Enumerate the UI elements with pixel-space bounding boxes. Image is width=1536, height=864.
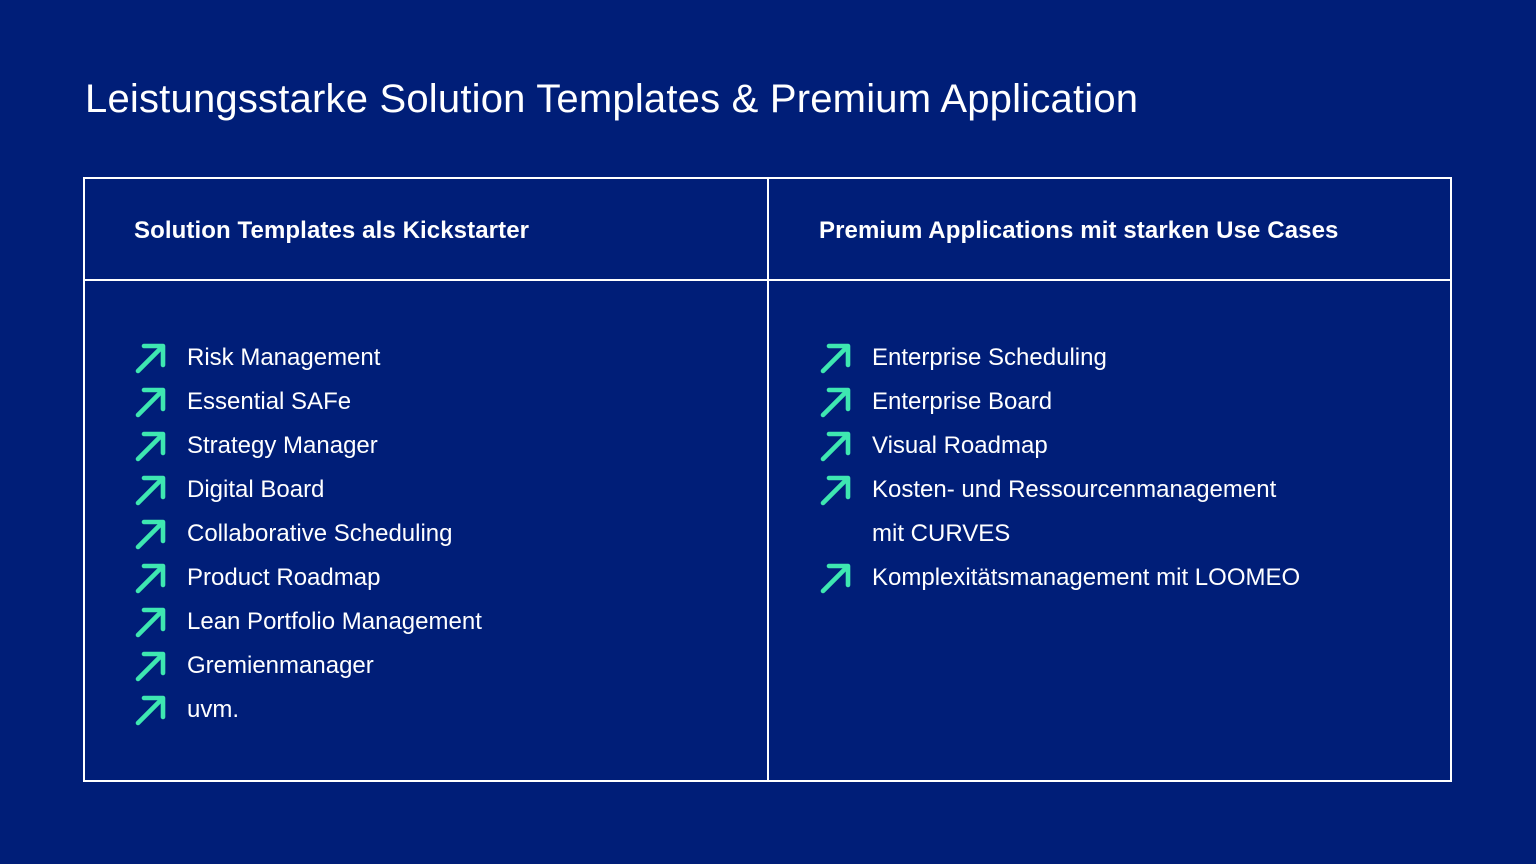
list-item-label: Komplexitätsmanagement mit LOOMEO (872, 564, 1301, 591)
list-item (134, 468, 482, 512)
column-header-solution-templates: Solution Templates als Kickstarter (134, 217, 530, 244)
arrow-up-right-icon (819, 429, 853, 463)
arrow-up-right-icon (134, 385, 168, 419)
list-item-label: Essential SAFe (187, 388, 352, 415)
arrow-up-right-icon (134, 473, 168, 507)
arrow-up-right-icon (819, 561, 853, 595)
list-item (134, 688, 482, 732)
list-item (819, 424, 1300, 468)
arrow-up-right-icon (134, 605, 168, 639)
list-item-label: Enterprise Board (872, 388, 1053, 415)
column-header-cell-solution-templates (85, 179, 769, 281)
list-item-label: Digital Board (187, 476, 325, 503)
solution-templates-list (134, 336, 482, 732)
list-item (134, 644, 482, 688)
premium-applications-list (819, 336, 1300, 600)
list-item (134, 600, 482, 644)
list-item (134, 424, 482, 468)
list-item (134, 336, 482, 380)
page-title: Leistungsstarke Solution Templates & Premium Application (85, 77, 1139, 121)
list-item-label: Enterprise Scheduling (872, 344, 1107, 371)
list-item-label: Gremienmanager (187, 652, 374, 679)
arrow-up-right-icon (819, 385, 853, 419)
arrow-up-right-icon (134, 341, 168, 375)
list-item-label: Product Roadmap (187, 564, 381, 591)
comparison-table (83, 177, 1452, 782)
column-body-premium-applications (769, 281, 1450, 780)
arrow-up-right-icon (819, 473, 853, 507)
arrow-up-right-icon (134, 649, 168, 683)
list-item-label: uvm. (187, 696, 240, 723)
list-item (134, 380, 482, 424)
list-item-label: Risk Management (187, 344, 381, 371)
arrow-up-right-icon (134, 561, 168, 595)
list-item-label: Strategy Manager (187, 432, 378, 459)
list-item (819, 380, 1300, 424)
arrow-up-right-icon (134, 429, 168, 463)
arrow-up-right-icon (819, 341, 853, 375)
list-item (134, 556, 482, 600)
list-item-label: Collaborative Scheduling (187, 520, 453, 547)
list-item (819, 556, 1300, 600)
arrow-up-right-icon (134, 517, 168, 551)
list-item-label: Kosten- und Ressourcenmanagement mit CURVES (872, 476, 1277, 547)
list-item (819, 468, 1300, 556)
arrow-up-right-icon (134, 693, 168, 727)
list-item (819, 336, 1300, 380)
list-item-label: Lean Portfolio Management (187, 608, 482, 635)
column-header-cell-premium-applications (769, 179, 1450, 281)
list-item (134, 512, 482, 556)
list-item-label: Visual Roadmap (872, 432, 1048, 459)
column-body-solution-templates (85, 281, 769, 780)
column-header-premium-applications: Premium Applications mit starken Use Cases (819, 217, 1339, 244)
